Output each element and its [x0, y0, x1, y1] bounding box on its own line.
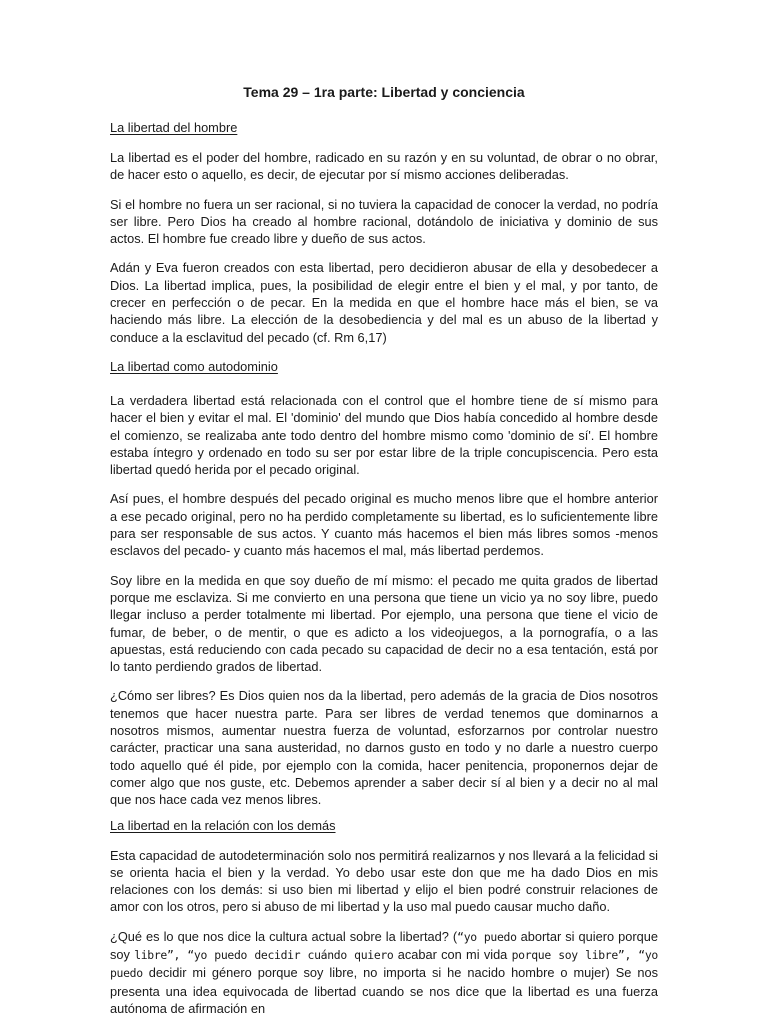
quote-run: libre”, “yo puedo decidir cuándo quiero: [134, 947, 394, 962]
text-run: decidir mi género porque soy libre, no importa si he nacido hombre o mujer) Se nos presenta una idea equivocada de libertad cuando se nos dice que la libertad es una fuerza autónoma de afirmación en: [110, 965, 658, 1016]
text-run: ¿Qué es lo que nos dice la cultura actual sobre la libertad? (: [110, 928, 458, 944]
paragraph-cultura-actual: [110, 928, 658, 1017]
quote-run: “yo puedo: [457, 929, 517, 944]
paragraph: La libertad es el poder del hombre, radicado en su razón y en su voluntad, de obrar o no obrar, de hacer esto o aquello, es decir, de ejecutar por sí mismo acciones deliberadas.: [110, 150, 658, 183]
paragraph: Si el hombre no fuera un ser racional, si no tuviera la capacidad de conocer la verdad, no podría ser libre. Pero Dios ha creado al hombre racional, dotándolo de iniciativa y dominio de sus actos. El hombre fue creado libre y dueño de sus actos.: [110, 196, 658, 247]
quote-run: porque soy libre”, “yo puedo: [110, 947, 658, 981]
paragraph: ¿Cómo ser libres? Es Dios quien nos da la libertad, pero además de la gracia de Dios nosotros tenemos que hacer nuestra parte. Para ser libres de verdad tenemos que dominarnos a nosotros mismos, aumentar nuestra fuerza de voluntad, esforzarnos por controlar nuestro carácter, practicar una sana austeridad, no darnos gusto en todo y no darle a nuestro cuerpo todo aquello qué él pide, por ejemplo con la comida, hacer penitencia, proponernos dejar de comer algo que nos guste, etc. Debemos aprender a saber decir sí al bien y a decir no al mal que nos hace cada vez menos libres.: [110, 688, 658, 808]
paragraph: Así pues, el hombre después del pecado original es mucho menos libre que el hombre anterior a ese pecado original, pero no ha perdido completamente su libertad, es lo suficientemente libre para ser responsable de sus actos. Y cuanto más hacemos el bien más libres somos -menos esclavos del pecado- y cuanto más hacemos el mal, más libertad perdemos.: [110, 491, 658, 559]
text-run: acabar con mi vida: [393, 946, 512, 962]
paragraph: Soy libre en la medida en que soy dueño de mí mismo: el pecado me quita grados de libertad porque me esclaviza. Si me convierto en una persona que tiene un vicio ya no soy libre, puedo llegar incluso a perder totalmente mi libertad. Por ejemplo, una persona que tiene el vicio de fumar, de beber, o de mentir, o que es adicto a los videojuegos, a la pornografía, o a las apuestas, está reduciendo con cada pecado su capacidad de decir no a esa tentación, está por lo tanto perdiendo grados de libertad.: [110, 572, 658, 675]
paragraph: La verdadera libertad está relacionada con el control que el hombre tiene de sí mismo para hacer el bien y evitar el mal. El 'dominio' del mundo que Dios había concedido al hombre desde el comienzo, se realizaba ante todo dentro del hombre mismo como 'dominio de sí'. El hombre estaba íntegro y ordenado en todo su ser por estar libre de la triple concupiscencia. Pero esta libertad quedó herida por el pecado original.: [110, 392, 658, 478]
section-heading-autodominio: [110, 358, 658, 376]
section-heading-text: La libertad del hombre: [110, 120, 238, 135]
document-title: Tema 29 – 1ra parte: Libertad y conciencia: [243, 84, 525, 100]
section-heading-text: La libertad como autodominio: [110, 358, 278, 374]
text-run: abortar si quiero porque soy: [110, 928, 658, 962]
section-heading-relacion-con-los-demas: [110, 817, 658, 835]
section-heading-text: La libertad en la relación con los demás: [110, 817, 336, 833]
paragraph: Adán y Eva fueron creados con esta libertad, pero decidieron abusar de ella y desobedecer a Dios. La libertad implica, pues, la posibilidad de elegir entre el bien y el mal, y por tanto, de crecer en perfección o de pecar. En la medida en que el hombre hace más el bien, se va haciendo más libre. La elección de la desobediencia y del mal es un abuso de la libertad y conduce a la esclavitud del pecado (cf. Rm 6,17): [110, 260, 658, 345]
paragraph: Esta capacidad de autodeterminación solo nos permitirá realizarnos y nos llevará a la felicidad si se orienta hacia el bien y la verdad. Yo debo usar este don que me ha dado Dios en mis relaciones con los demás: si uso bien mi libertad y elijo el bien podré construir relaciones de amor con los otros, pero si abuso de mi libertad y la uso mal puedo causar mucho daño.: [110, 847, 658, 915]
section-heading-libertad-del-hombre: [110, 119, 658, 137]
document-content: [110, 83, 658, 1024]
